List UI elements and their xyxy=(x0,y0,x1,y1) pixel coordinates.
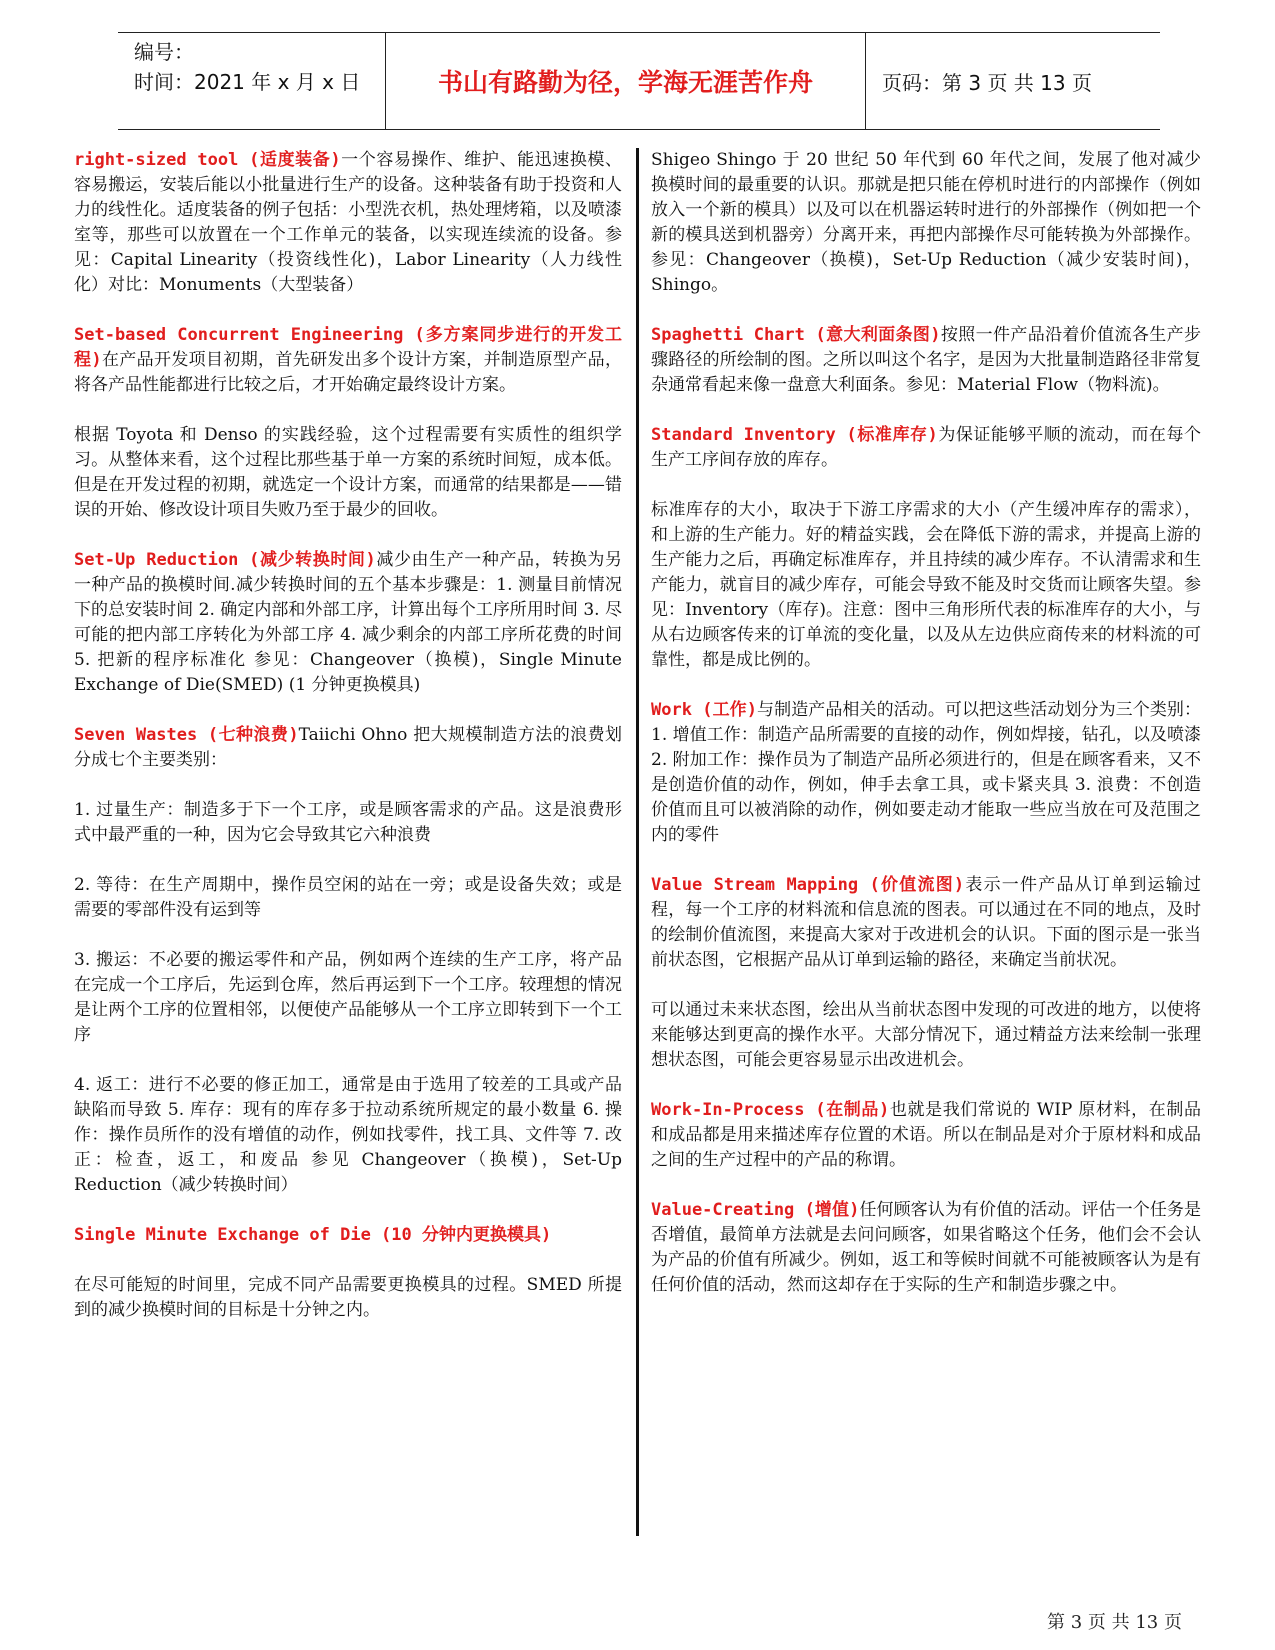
term-definition: Taiichi Ohno 把大规模制造方法的浪费划分成七个主要类别： xyxy=(74,725,623,770)
header-motto: 书山有路勤为径，学海无涯苦作舟 xyxy=(386,33,866,129)
entry-value-stream-mapping xyxy=(651,873,1201,973)
column-divider xyxy=(636,148,639,1536)
term-definition: 减少由生产一种产品，转换为另一种产品的换模时间.减少转换时间的五个基本步骤是：1. 测量目前情况下的总安装时间 2. 确定内部和外部工序，计算出每个工序所用时间 3. 尽可能的把内部工序转化为外部工序 4. 减少剩余的内部工序所花费的时间 5. 把新的程序标准化 参见：Changeover（换模)，Single Minute Exchange of Die(SMED) (1 分钟更换模具) xyxy=(74,550,623,695)
term-heading: Seven Wastes (七种浪费) xyxy=(74,725,299,745)
header-left-cell xyxy=(118,33,386,129)
term-heading: Single Minute Exchange of Die (10 分钟内更换模具) xyxy=(74,1225,552,1245)
paragraph-standard-inventory: 标准库存的大小，取决于下游工序需求的大小（产生缓冲库存的需求），和上游的生产能力。好的精益实践，会在降低下游的需求，并提高上游的生产能力之后，再确定标准库存，并且持续的减少库存。不认清需求和生产能力，就盲目的减少库存，可能会导致不能及时交货而让顾客失望。参见：Inventory（库存)。注意：图中三角形所代表的标准库存的大小，与从右边顾客传来的订单流的变化量，以及从左边供应商传来的材料流的可靠性，都是成比例的。 xyxy=(651,500,1201,670)
document-number-label: 编号： xyxy=(134,40,194,64)
entry-smed-heading xyxy=(74,1223,622,1248)
waste-item-3: 3. 搬运：不必要的搬运零件和产品，例如两个连续的生产工序，将产品在完成一个工序后，先运到仓库，然后再运到下一个工序。较理想的情况是让两个工序的位置相邻，以便使产品能够从一个工序立即转到下一个工序 xyxy=(74,950,622,1045)
term-definition: 为保证能够平顺的流动，而在每个生产工序间存放的库存。 xyxy=(651,425,1202,470)
term-definition: 表示一件产品从订单到运输过程，每一个工序的材料流和信息流的图表。可以通过在不同的地点，及时的绘制价值流图，来提高大家对于改进机会的认识。下面的图示是一张当前状态图，它根据产品从订单到运输的路径，来确定当前状况。 xyxy=(651,875,1201,970)
document-time-label: 时间：2021 年 x 月 x 日 xyxy=(134,70,361,94)
right-column xyxy=(651,148,1201,1323)
waste-item-4-7: 4. 返工：进行不必要的修正加工，通常是由于选用了较差的工具或产品缺陷而导致 5. 库存：现有的库存多于拉动系统所规定的最小数量 6. 操作：操作员所作的没有增值的动作，例如找零件，找工具、文件等 7. 改正：检查，返工，和废品 参见 Changeover（换模)，Set-Up Reduction（减少转换时间） xyxy=(74,1075,622,1195)
left-column xyxy=(74,148,622,1348)
term-definition: 在产品开发项目初期，首先研发出多个设计方案，并制造原型产品，将各产品性能都进行比较之后，才开始确定最终设计方案。 xyxy=(74,350,622,395)
term-definition: 与制造产品相关的活动。可以把这些活动划分为三个类别：1. 增值工作：制造产品所需要的直接的动作，例如焊接，钻孔，以及喷漆 2. 附加工作：操作员为了制造产品所必须进行的，但是在顾客看来，又不是创造价值的动作，例如，伸手去拿工具，或卡紧夹具 3. 浪费：不创造价值而且可以被消除的动作，例如要走动才能取一些应当放在可及范围之内的零件 xyxy=(651,700,1201,845)
entry-work xyxy=(651,698,1201,848)
term-definition: 也就是我们常说的 WIP 原材料，在制品和成品都是用来描述库存位置的术语。所以在制品是对介于原材料和成品之间的生产过程中的产品的称谓。 xyxy=(651,1100,1201,1170)
page-header xyxy=(118,32,1160,130)
term-definition: 任何顾客认为有价值的活动。评估一个任务是否增值，最简单方法就是去问问顾客，如果省略这个任务，他们会不会认为产品的价值有所减少。例如，返工和等候时间就不可能被顾客认为是有任何价值的活动，然而这却存在于实际的生产和制造步骤之中。 xyxy=(651,1200,1201,1295)
term-definition: 按照一件产品沿着价值流各生产步骤路径的所绘制的图。之所以叫这个名字，是因为大批量制造路径非常复杂通常看起来像一盘意大利面条。参见：Material Flow（物料流)。 xyxy=(651,325,1201,395)
entry-right-sized-tool xyxy=(74,148,622,298)
entry-work-in-process xyxy=(651,1098,1201,1173)
entry-seven-wastes xyxy=(74,723,622,773)
term-definition: 一个容易操作、维护、能迅速换模、容易搬运，安装后能以小批量进行生产的设备。这种装备有助于投资和人力的线性化。适度装备的例子包括：小型洗衣机，热处理烤箱，以及喷漆室等，那些可以放置在一个工作单元的装备，以实现连续流的设备。参见：Capital Linearity（投资线性化)，Labor Linearity（人力线性化）对比：Monuments（大型装备） xyxy=(74,150,623,295)
page-footer: 第 3 页 共 13 页 xyxy=(1047,1612,1182,1633)
term-heading: Set-Up Reduction (减少转换时间) xyxy=(74,550,376,570)
entry-spaghetti-chart xyxy=(651,323,1201,398)
term-heading: Set-based Concurrent Engineering (多方案同步进行的开发工程) xyxy=(74,325,622,370)
header-page-label: 页码：第 3 页 共 13 页 xyxy=(882,70,1092,95)
term-heading: Value-Creating (增值) xyxy=(651,1200,860,1220)
waste-item-1: 1. 过量生产：制造多于下一个工序，或是顾客需求的产品。这是浪费形式中最严重的一种，因为它会导致其它六种浪费 xyxy=(74,800,622,845)
term-heading: Work (工作) xyxy=(651,700,757,720)
entry-value-creating xyxy=(651,1198,1201,1298)
paragraph-shingo: Shigeo Shingo 于 20 世纪 50 年代到 60 年代之间，发展了他对减少换模时间的最重要的认识。那就是把只能在停机时进行的内部操作（例如放入一个新的模具）以及可以在机器运转时进行的外部操作（例如把一个新的模具送到机器旁）分离开来，再把内部操作尽可能转换为外部操作。参见：Changeover（换模)，Set-Up Reduction（减少安装时间)，Shingo。 xyxy=(651,150,1201,295)
term-heading: Work-In-Process (在制品) xyxy=(651,1100,890,1120)
term-heading: Spaghetti Chart (意大利面条图) xyxy=(651,325,941,345)
waste-item-2: 2. 等待：在生产周期中，操作员空闲的站在一旁；或是设备失效；或是需要的零部件没有运到等 xyxy=(74,875,622,920)
paragraph-toyota-denso: 根据 Toyota 和 Denso 的实践经验，这个过程需要有实质性的组织学习。从整体来看，这个过程比那些基于单一方案的系统时间短，成本低。但是在开发过程的初期，就选定一个设计方案，而通常的结果都是——错误的开始、修改设计项目失败乃至于最少的回收。 xyxy=(74,425,622,520)
term-heading: Standard Inventory (标准库存) xyxy=(651,425,938,445)
entry-set-up-reduction xyxy=(74,548,622,698)
paragraph-future-state: 可以通过未来状态图，绘出从当前状态图中发现的可改进的地方，以使将来能够达到更高的操作水平。大部分情况下，通过精益方法来绘制一张理想状态图，可能会更容易显示出改进机会。 xyxy=(651,1000,1201,1070)
entry-set-based-engineering xyxy=(74,323,622,398)
entry-standard-inventory xyxy=(651,423,1201,473)
paragraph-smed: 在尽可能短的时间里，完成不同产品需要更换模具的过程。SMED 所提到的减少换模时间的目标是十分钟之内。 xyxy=(74,1275,622,1320)
term-heading: Value Stream Mapping (价值流图) xyxy=(651,875,965,895)
term-heading: right-sized tool (适度装备) xyxy=(74,150,341,170)
